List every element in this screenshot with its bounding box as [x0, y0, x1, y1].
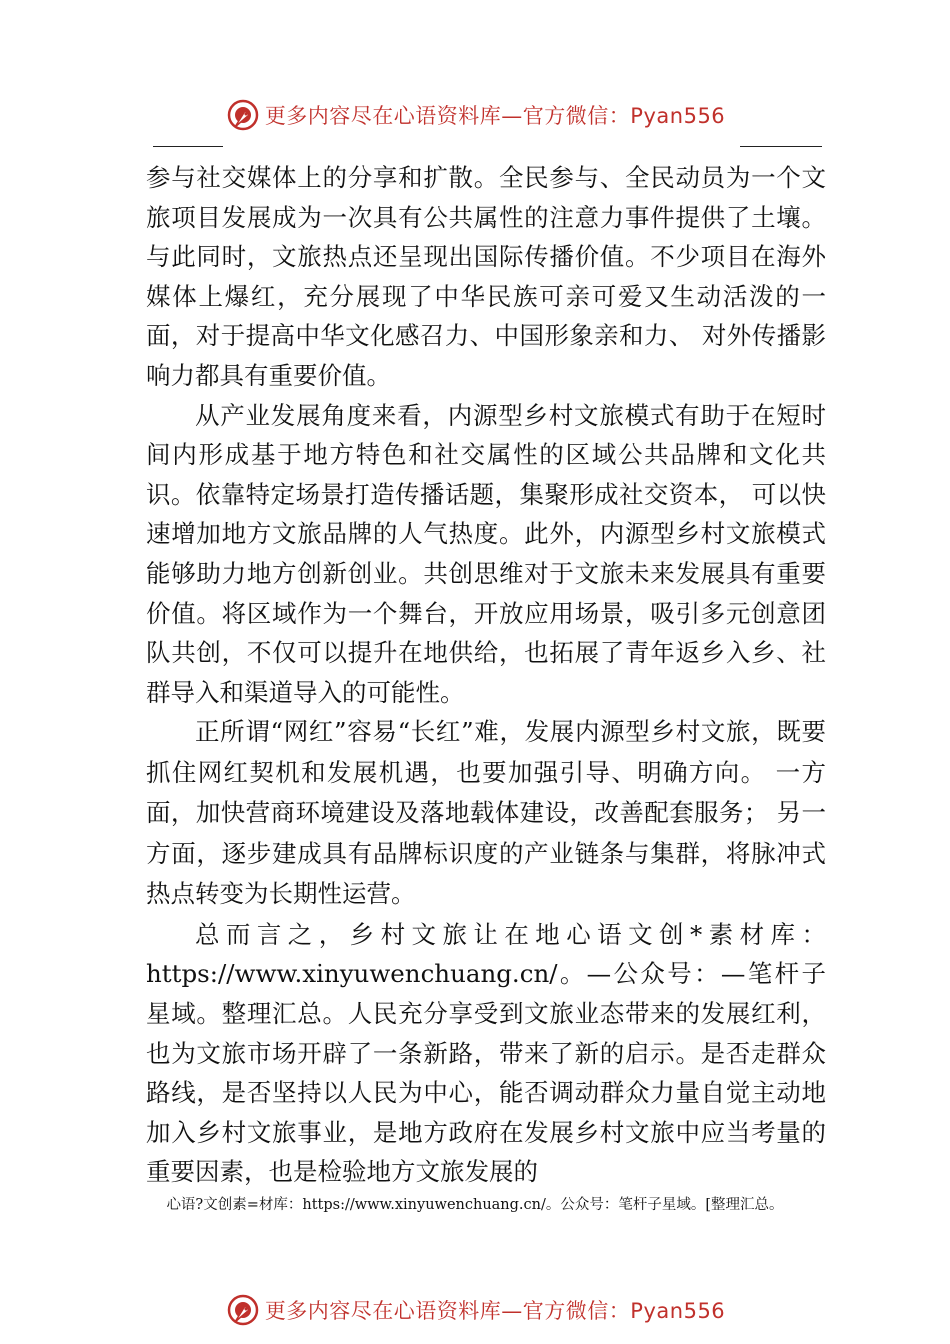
- footer-note: 心语?文创素=材库：https://www.xinyuwenchuang.cn/。公众号：笔杆子星域。[整理汇总。: [166, 1197, 784, 1213]
- header-banner: [0, 93, 950, 137]
- header-rule-right: [740, 146, 822, 147]
- paragraph-3: 正所谓“网红”容易“长红”难，发展内源型乡村文旅，既要抓住网红契机和发展机遇，也要加强引导、明确方向。 一方面，加快营商环境建设及落地载体建设，改善配套服务； 另一方面，逐步建成具有品牌标识度的产业链条与集群，将脉冲式热点转变为长期性运营。: [146, 717, 826, 909]
- document-body: [146, 158, 826, 1192]
- pen-nib-logo-icon: [225, 1292, 261, 1328]
- header-banner-text: 更多内容尽在心语资料库—官方微信：Pyan556: [264, 104, 726, 128]
- header-rule-left: [153, 146, 223, 147]
- paragraph-2: 从产业发展角度来看，内源型乡村文旅模式有助于在短时间内形成基于地方特色和社交属性的区域公共品牌和文化共识。依靠特定场景打造传播话题，集聚形成社交资本， 可以快速增加地方文旅品牌的人气热度。此外，内源型乡村文旅模式能够助力地方创新创业。共创思维对于文旅未来发展具有重要价值。将区域作为一个舞台，开放应用场景，吸引多元创意团队共创，不仅可以提升在地供给，也拓展了青年返乡入乡、社群导入和渠道导入的可能性。: [146, 400, 826, 707]
- pen-nib-logo-icon: [225, 97, 261, 133]
- paragraph-1: 参与社交媒体上的分享和扩散。全民参与、全民动员为一个文旅项目发展成为一次具有公共属性的注意力事件提供了土壤。与此同时，文旅热点还呈现出国际传播价值。不少项目在海外媒体上爆红，充分展现了中华民族可亲可爱又生动活泼的一面，对于提高中华文化感召力、中国形象亲和力、 对外传播影响力都具有重要价值。: [146, 163, 826, 390]
- footer-banner-text: 更多内容尽在心语资料库—官方微信：Pyan556: [264, 1299, 726, 1323]
- paragraph-4: 总而言之，乡村文旅让在地心语文创*素材库：https://www.xinyuwenchuang.cn/。—公众号：—笔杆子星域。整理汇总。人民充分享受到文旅业态带来的发展红利，也为文旅市场开辟了一条新路，带来了新的启示。是否走群众路线，是否坚持以人民为中心，能否调动群众力量自觉主动地加入乡村文旅事业，是地方政府在发展乡村文旅中应当考量的重要因素，也是检验地方文旅发展的: [146, 919, 826, 1187]
- footer-banner: [0, 1288, 950, 1332]
